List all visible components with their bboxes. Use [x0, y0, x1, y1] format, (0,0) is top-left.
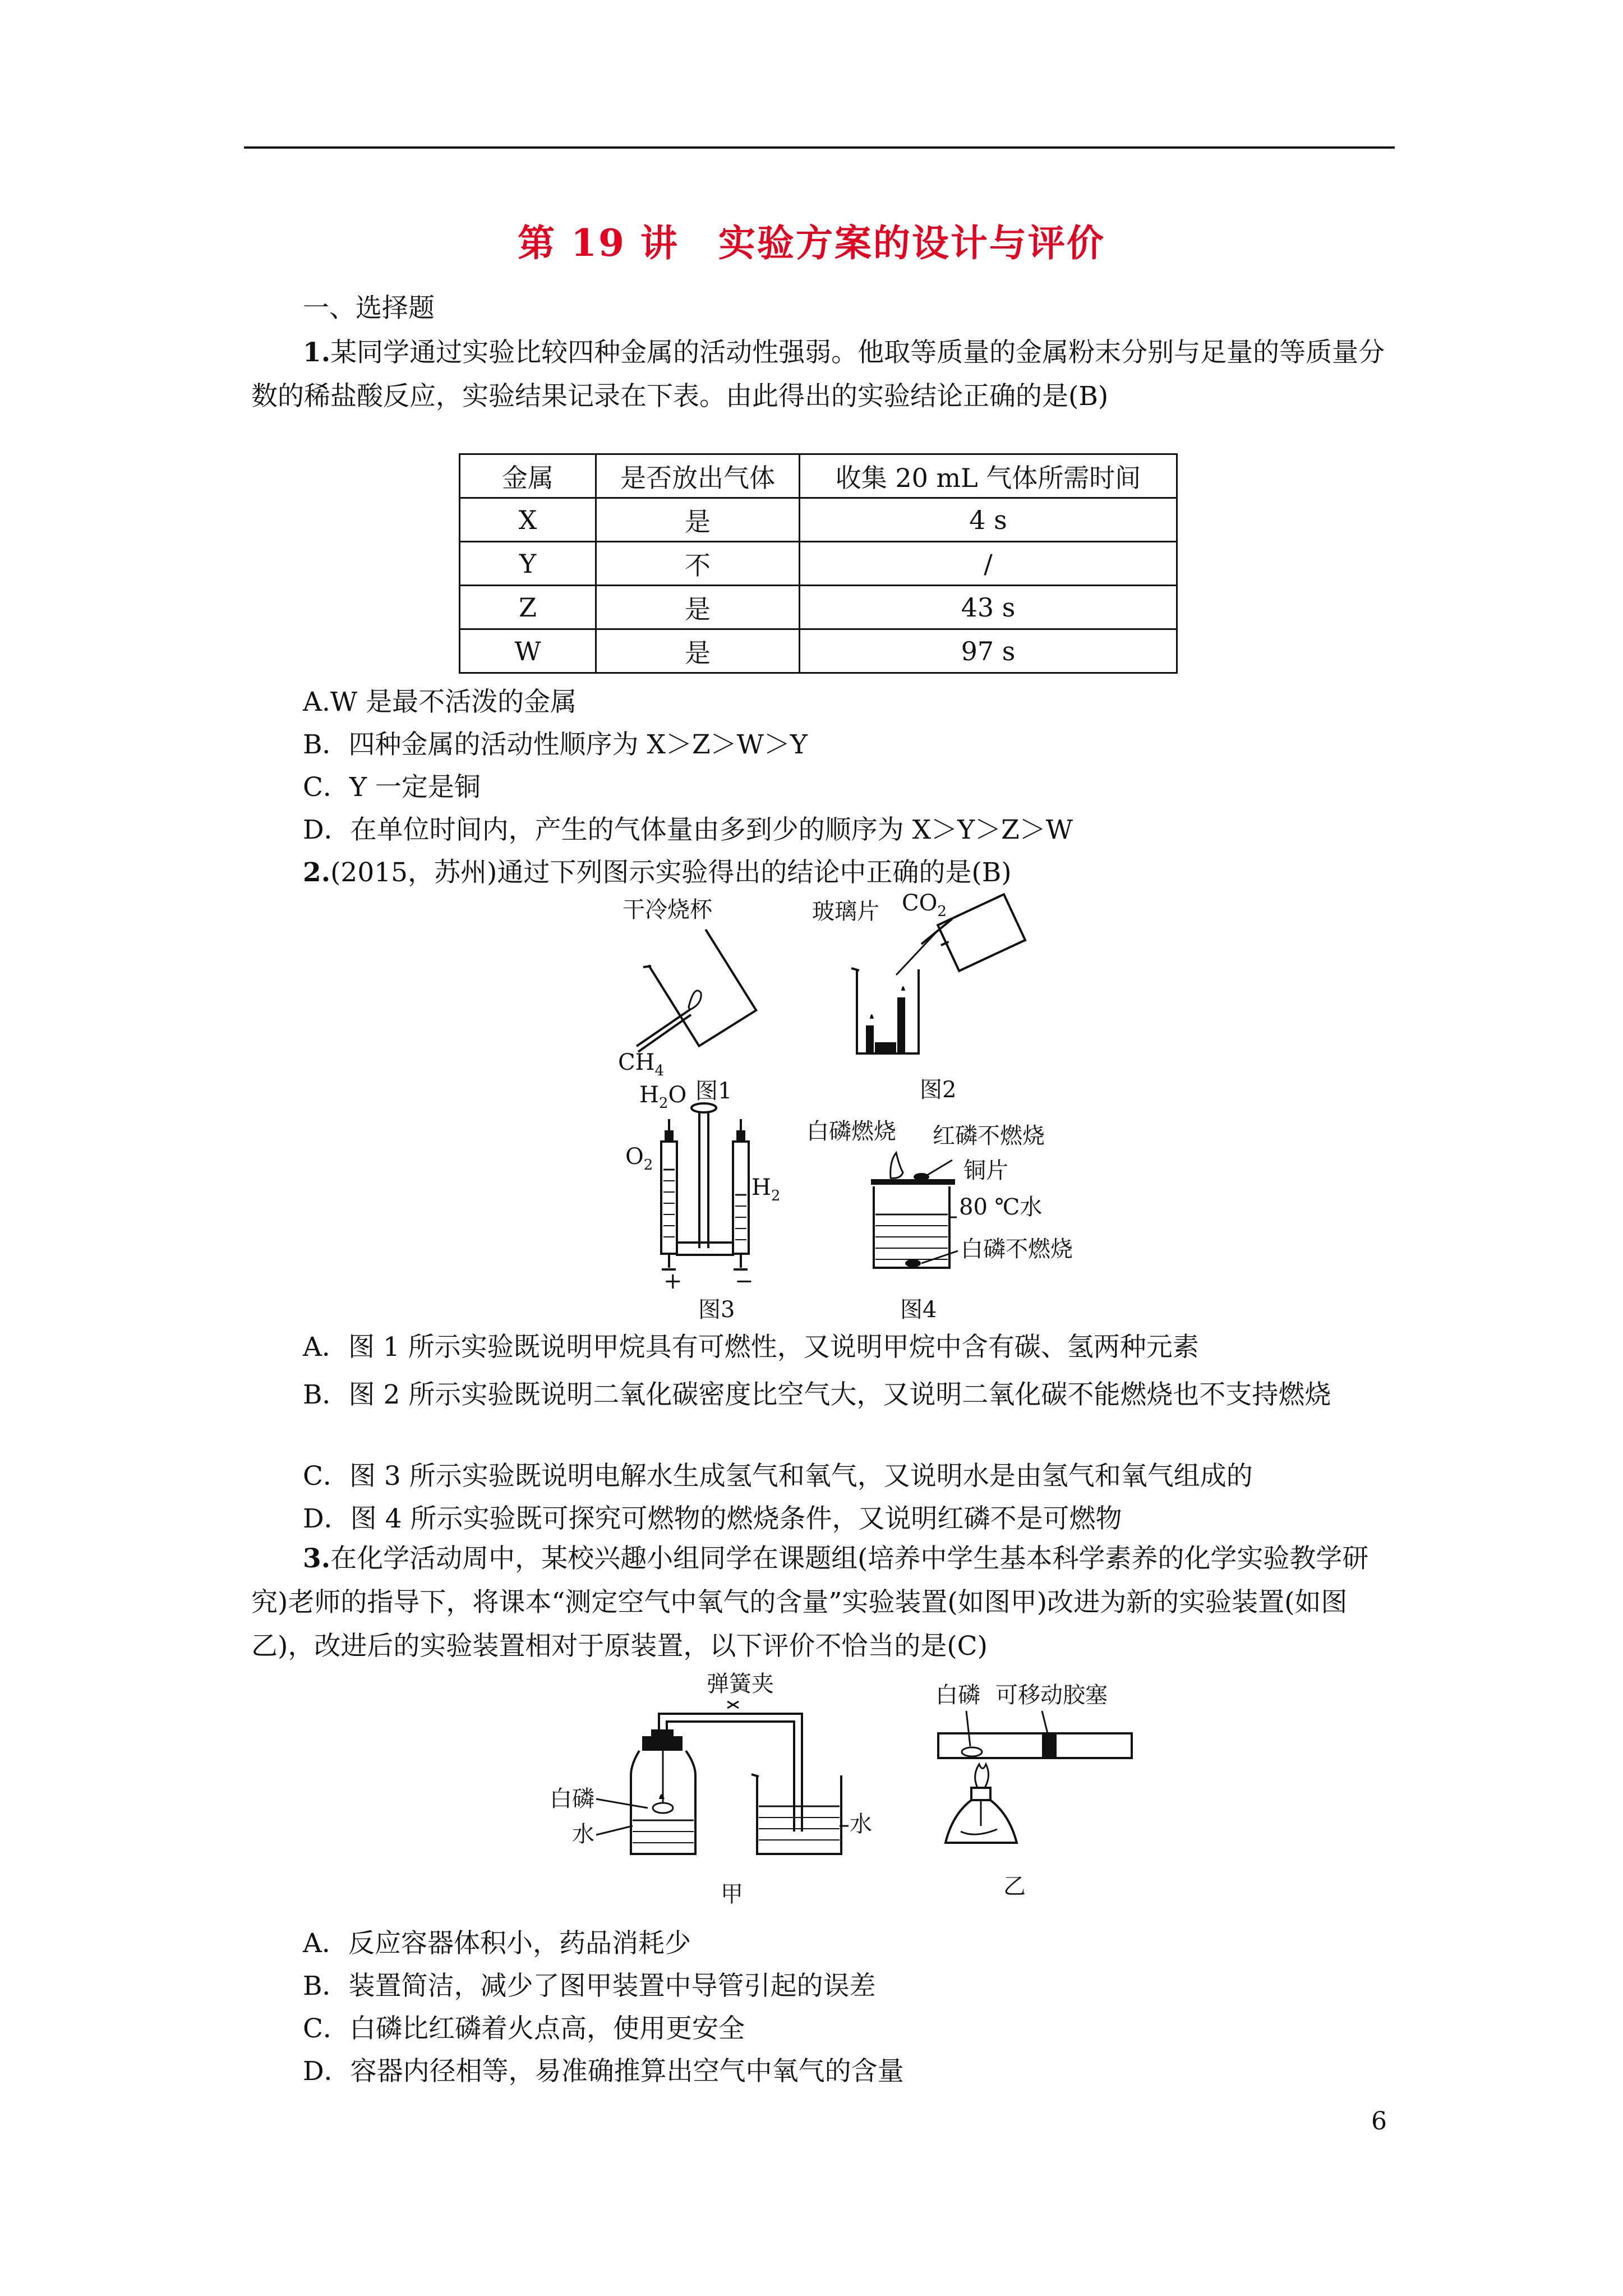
- q2-option-a: A．图 1 所示实验既说明甲烷具有可燃性，又说明甲烷中含有碳、氢两种元素: [303, 1332, 1199, 1363]
- section-heading: 一、选择题: [303, 293, 435, 324]
- fig4-white-no-label: 白磷不燃烧: [961, 1236, 1073, 1262]
- table-cell: 是: [596, 498, 800, 542]
- page-title: [0, 213, 1623, 266]
- figure-yi-apparatus: [935, 1680, 1149, 1899]
- q3-option-c: C．白磷比红磷着火点高，使用更安全: [303, 2013, 745, 2044]
- yi-stopper-label: 可移动胶塞: [995, 1682, 1108, 1708]
- q3-option-d: D．容器内径相等，易准确推算出空气中氧气的含量: [303, 2056, 904, 2087]
- fig4-caption: 图4: [900, 1297, 937, 1323]
- fig2-caption: 图2: [920, 1077, 957, 1103]
- svg-text:H2O: [639, 1082, 686, 1112]
- q1-stem: [251, 331, 1390, 418]
- table-cell: Y: [460, 542, 596, 586]
- table-header-cell: 金属: [460, 454, 596, 498]
- table-header-cell: 是否放出气体: [596, 454, 800, 498]
- q3-option-b: B．装置简洁，减少了图甲装置中导管引起的误差: [303, 1971, 876, 2001]
- q3-option-a: A．反应容器体积小，药品消耗少: [303, 1928, 691, 1959]
- fig2-gas-sub: 2: [937, 903, 947, 920]
- figure-3-electrolysis: [614, 1080, 816, 1323]
- fig1-gas-label: CH: [618, 1050, 655, 1075]
- table-cell: /: [800, 542, 1177, 586]
- table-cell: 4 s: [800, 498, 1177, 542]
- q1-option-b: B．四种金属的活动性顺序为 X＞Z＞W＞Y: [303, 729, 808, 760]
- jia-clip-label: 弹簧夹: [707, 1671, 774, 1697]
- q1-option-d: D．在单位时间内，产生的气体量由多到少的顺序为 X＞Y＞Z＞W: [303, 815, 1073, 845]
- table-cell: 97 s: [800, 629, 1177, 673]
- fig1-caption: 图1: [695, 1078, 732, 1104]
- fig3-water-sub: 2: [658, 1095, 668, 1112]
- table-cell: 是: [596, 586, 800, 629]
- yi-caption: 乙: [1003, 1874, 1026, 1899]
- q1-stem-text: 某同学通过实验比较四种金属的活动性强弱。他取等质量的金属粉末分别与足量的等质量分数的稀盐酸反应，实验结果记录在下表。由此得出的实验结论正确的是(B): [251, 337, 1385, 412]
- page-number: 6: [1371, 2107, 1387, 2136]
- svg-text:H2: [751, 1175, 780, 1204]
- svg-text:O2: [625, 1144, 653, 1174]
- fig1-label-top: 干冷烧杯: [623, 897, 712, 923]
- fig3-minus: −: [735, 1268, 754, 1293]
- q1-option-c: C．Y 一定是铜: [303, 772, 481, 803]
- q1-number: 1.: [303, 337, 331, 368]
- yi-phosphorus-label: 白磷: [935, 1682, 980, 1708]
- fig2-gas-label: CO: [902, 890, 938, 916]
- figure-jia-apparatus: [547, 1669, 883, 1907]
- figure-2-co2-beaker: [812, 885, 1048, 1103]
- table-cell: 是: [596, 629, 800, 673]
- fig3-o2-label: O: [625, 1144, 644, 1170]
- table-row: [460, 498, 1177, 542]
- q2-option-b: B．图 2 所示实验既说明二氧化碳密度比空气大，又说明二氧化碳不能燃烧也不支持燃烧: [303, 1379, 1331, 1410]
- q2-option-c: C．图 3 所示实验既说明电解水生成氢气和氧气，又说明水是由氢气和氧气组成的: [303, 1461, 1253, 1492]
- fig4-water-label: 80 ℃水: [959, 1194, 1043, 1220]
- table-row: [460, 629, 1177, 673]
- table-cell: W: [460, 629, 596, 673]
- lesson-number: 第 19 讲: [518, 221, 679, 265]
- q1-table: [459, 453, 1178, 674]
- fig3-h2-label: H: [751, 1175, 771, 1200]
- q2-stem-text: (2015，苏州)通过下列图示实验得出的结论中正确的是(B): [330, 857, 1012, 888]
- fig4-red-label: 红磷不燃烧: [933, 1123, 1045, 1149]
- q2-option-d: D．图 4 所示实验既可探究可燃物的燃烧条件，又说明红磷不是可燃物: [303, 1503, 1122, 1534]
- svg-text:CO2: [902, 890, 947, 920]
- fig3-water-end: O: [668, 1082, 687, 1108]
- table-row: [460, 586, 1177, 629]
- table-cell: 不: [596, 542, 800, 586]
- table-cell: X: [460, 498, 596, 542]
- fig1-gas-sub: 4: [654, 1062, 665, 1079]
- fig2-glass-label: 玻璃片: [812, 899, 879, 924]
- q1-option-a: A.W 是最不活泼的金属: [303, 687, 577, 717]
- jia-caption: 甲: [721, 1881, 743, 1907]
- table-row: [460, 542, 1177, 586]
- jia-water-right-label: 水: [850, 1811, 872, 1837]
- svg-text:CH4: [618, 1050, 664, 1079]
- table-header-row: [460, 454, 1177, 498]
- q2-stem: [303, 856, 1012, 890]
- figure-4-phosphorus: [806, 1116, 1121, 1323]
- jia-phosphorus-label: 白磷: [550, 1786, 594, 1812]
- header-rule: [244, 146, 1395, 149]
- q3-stem-text: 在化学活动周中，某校兴趣小组同学在课题组(培养中学生基本科学素养的化学实验教学研究)老师的指导下，将课本“测定空气中氧气的含量”实验装置(如图甲)改进为新的实验装置(如图乙)，改进后的实验装置相对于原装置，以下评价不恰当的是(C): [251, 1543, 1369, 1662]
- fig3-caption: 图3: [698, 1297, 735, 1323]
- figure-1-methane-beaker: [606, 895, 774, 1104]
- fig3-h2-sub: 2: [771, 1188, 781, 1204]
- table-cell: Z: [460, 586, 596, 629]
- table-header-cell: 收集 20 mL 气体所需时间: [800, 454, 1177, 498]
- fig3-plus: +: [663, 1268, 683, 1293]
- table-cell: 43 s: [800, 586, 1177, 629]
- lesson-topic: 实验方案的设计与评价: [718, 221, 1105, 265]
- fig3-o2-sub: 2: [643, 1157, 653, 1174]
- jia-water-left-label: 水: [572, 1821, 594, 1847]
- fig3-water-label: H: [639, 1082, 659, 1108]
- q3-number: 3.: [303, 1543, 331, 1574]
- fig4-copper-label: 铜片: [963, 1158, 1008, 1184]
- fig4-white-burn-label: 白磷燃烧: [806, 1119, 896, 1144]
- q2-number: 2.: [303, 857, 331, 888]
- q3-stem: [251, 1537, 1395, 1668]
